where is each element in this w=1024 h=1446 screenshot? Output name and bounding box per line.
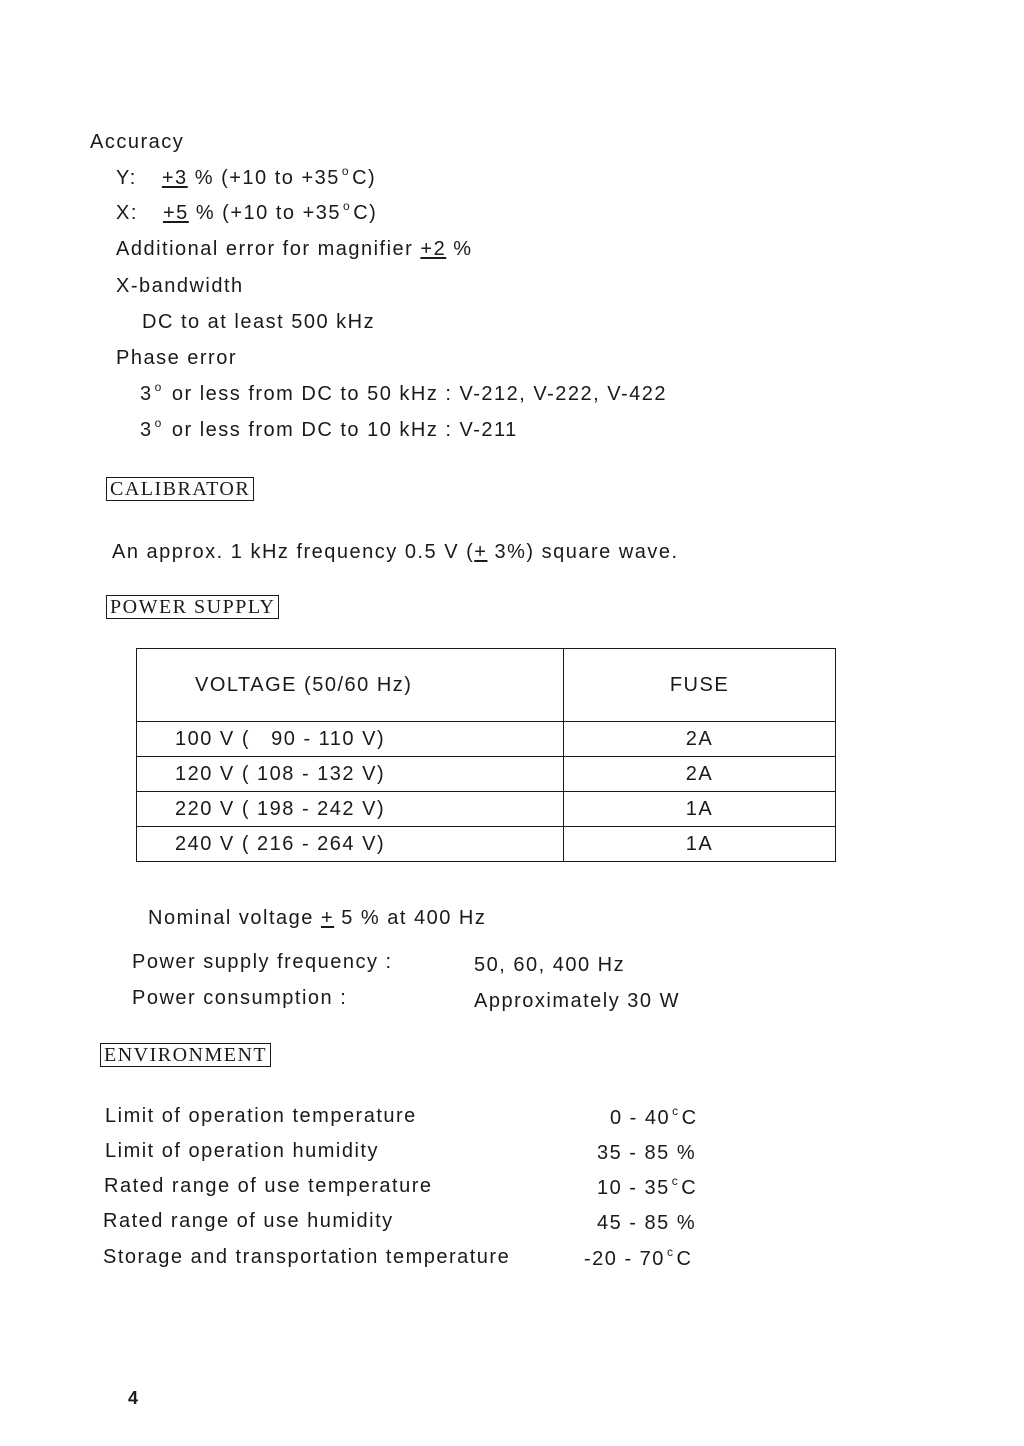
supply-frequency-value: 50, 60, 400 Hz <box>474 954 626 976</box>
table-header-row <box>137 649 836 722</box>
supply-frequency-label: Power supply frequency : <box>132 951 393 973</box>
magnifier-error-tolerance: +2 <box>420 238 447 260</box>
table-row <box>137 757 836 792</box>
environment-row-label: Rated range of use humidity <box>103 1210 394 1232</box>
voltage-cell: 100 V ( 90 - 110 V) <box>137 722 564 757</box>
power-consumption-label: Power consumption : <box>132 987 348 1009</box>
env-value: 35 - 85 % <box>597 1142 697 1164</box>
environment-row-value <box>597 1176 697 1202</box>
phase-error-line-1 <box>140 382 667 408</box>
voltage-cell: 120 V ( 108 - 132 V) <box>137 757 564 792</box>
accuracy-x-label: X: <box>116 202 138 224</box>
table-row <box>137 827 836 862</box>
environment-row-value <box>597 1141 700 1167</box>
calibrator-text-before: An approx. 1 kHz frequency 0.5 V ( <box>112 541 475 563</box>
accuracy-x-line <box>116 201 377 227</box>
degree-symbol: c <box>671 1174 680 1188</box>
page-number: 4 <box>128 1388 139 1408</box>
fuse-cell: 2A <box>564 757 836 792</box>
voltage-column-header: VOLTAGE (50/60 Hz) <box>137 649 564 722</box>
accuracy-y-unit: C) <box>352 167 377 189</box>
env-value: 45 - 85 % <box>597 1212 697 1234</box>
table-row <box>137 722 836 757</box>
magnifier-error-unit: % <box>453 238 473 260</box>
accuracy-y-range: % (+10 to +35 <box>194 167 340 189</box>
env-value: 10 - 35 <box>597 1177 670 1199</box>
degree-symbol: c <box>666 1245 675 1259</box>
environment-row-label: Storage and transportation temperature <box>103 1246 511 1268</box>
degree-symbol: o <box>341 164 351 178</box>
phase-error-heading: Phase error <box>116 347 237 369</box>
environment-row-label: Limit of operation temperature <box>105 1105 417 1127</box>
calibrator-tolerance-sign: + <box>474 541 488 563</box>
nominal-voltage-line <box>148 906 486 930</box>
env-value: 0 - 40 <box>610 1107 671 1129</box>
power-supply-table <box>136 648 836 862</box>
fuse-column-header: FUSE <box>564 649 836 722</box>
accuracy-y-tolerance: +3 <box>161 167 188 189</box>
environment-row-label: Limit of operation humidity <box>105 1140 379 1162</box>
accuracy-x-range: % (+10 to +35 <box>195 202 341 224</box>
phase-error-line-2 <box>140 418 518 444</box>
x-bandwidth-value: DC to at least 500 kHz <box>142 311 376 333</box>
degree-symbol: o <box>154 380 163 394</box>
phase-error-1-text: or less from DC to 50 kHz : V-212, V-222, V-422 <box>171 383 668 405</box>
phase-error-1-value: 3 <box>140 383 153 405</box>
accuracy-x-tolerance: +5 <box>162 202 189 224</box>
nominal-voltage-tolerance-sign: + <box>320 907 335 929</box>
environment-row-value <box>584 1247 692 1273</box>
degree-symbol: o <box>154 416 163 430</box>
degree-symbol: o <box>343 199 352 213</box>
voltage-cell: 220 V ( 198 - 242 V) <box>137 792 564 827</box>
fuse-cell: 1A <box>564 792 836 827</box>
x-bandwidth-heading: X-bandwidth <box>116 275 244 297</box>
env-unit: C <box>681 1177 698 1199</box>
environment-heading: ENVIRONMENT <box>100 1043 271 1067</box>
environment-row-value <box>597 1211 700 1237</box>
env-unit: C <box>676 1248 693 1270</box>
table-row <box>137 792 836 827</box>
accuracy-x-unit: C) <box>353 202 378 224</box>
calibrator-description <box>112 540 679 564</box>
power-consumption-value: Approximately 30 W <box>474 990 680 1012</box>
nominal-voltage-value: 5 % at 400 Hz <box>341 907 487 929</box>
magnifier-error-line <box>116 237 473 261</box>
accuracy-y-label: Y: <box>116 167 137 189</box>
degree-symbol: c <box>672 1104 680 1118</box>
env-unit: C <box>681 1107 698 1129</box>
environment-row-label: Rated range of use temperature <box>104 1175 433 1197</box>
env-value: -20 - 70 <box>584 1248 665 1270</box>
environment-row-value <box>610 1106 698 1132</box>
nominal-voltage-text: Nominal voltage <box>148 907 314 929</box>
voltage-cell: 240 V ( 216 - 264 V) <box>137 827 564 862</box>
fuse-cell: 2A <box>564 722 836 757</box>
phase-error-2-text: or less from DC to 10 kHz : V-211 <box>171 419 518 441</box>
power-supply-heading: POWER SUPPLY <box>106 595 279 619</box>
phase-error-2-value: 3 <box>140 419 153 441</box>
calibrator-heading: CALIBRATOR <box>106 477 254 501</box>
accuracy-y-line <box>116 166 376 192</box>
accuracy-heading: Accuracy <box>90 131 185 153</box>
magnifier-error-text: Additional error for magnifier <box>116 238 414 260</box>
calibrator-text-after: 3%) square wave. <box>487 541 679 563</box>
fuse-cell: 1A <box>564 827 836 862</box>
